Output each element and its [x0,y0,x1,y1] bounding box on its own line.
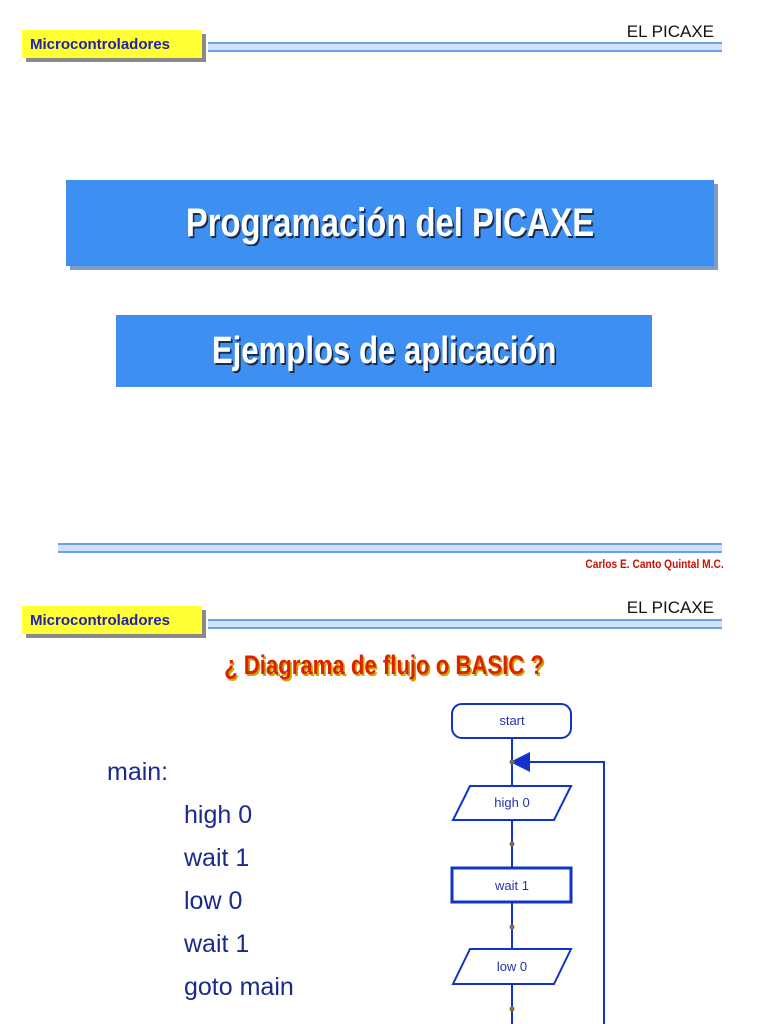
footer-rule [58,543,722,553]
flow-output-label: high 0 [494,795,530,810]
flowchart [0,578,768,1024]
header-title: EL PICAXE [626,598,714,617]
slide-subtitle-text: Ejemplos de aplicación [211,329,557,372]
slide-flowchart [0,578,768,1024]
author-credit: Carlos E. Canto Quintal M.C. [585,557,724,571]
code-line: wait 1 [184,844,250,872]
section-badge-label: Microcontroladores [30,611,171,629]
flow-junction-dot [510,842,515,847]
header-title: EL PICAXE [626,22,714,41]
flow-output-label: low 0 [496,959,528,974]
header-rule [208,42,722,52]
slide-question-text: ¿ Diagrama de flujo o BASIC ? [224,650,544,680]
code-line: goto main [184,973,294,1001]
slide-title-text: Programación del PICAXE [185,200,595,245]
flow-process-label: wait 1 [495,878,529,893]
title-banner [66,180,714,266]
subtitle-banner [116,315,652,387]
flow-start-label: start [499,713,525,728]
code-line: low 0 [184,887,243,915]
flow-junction-dot [510,925,515,930]
flow-junction-dot [510,1007,515,1012]
flow-junction-dot [510,760,515,765]
section-badge [22,30,202,58]
section-badge-label: Microcontroladores [30,35,171,53]
code-line: main: [107,758,169,786]
code-line: high 0 [184,801,253,829]
code-line: wait 1 [184,930,250,958]
